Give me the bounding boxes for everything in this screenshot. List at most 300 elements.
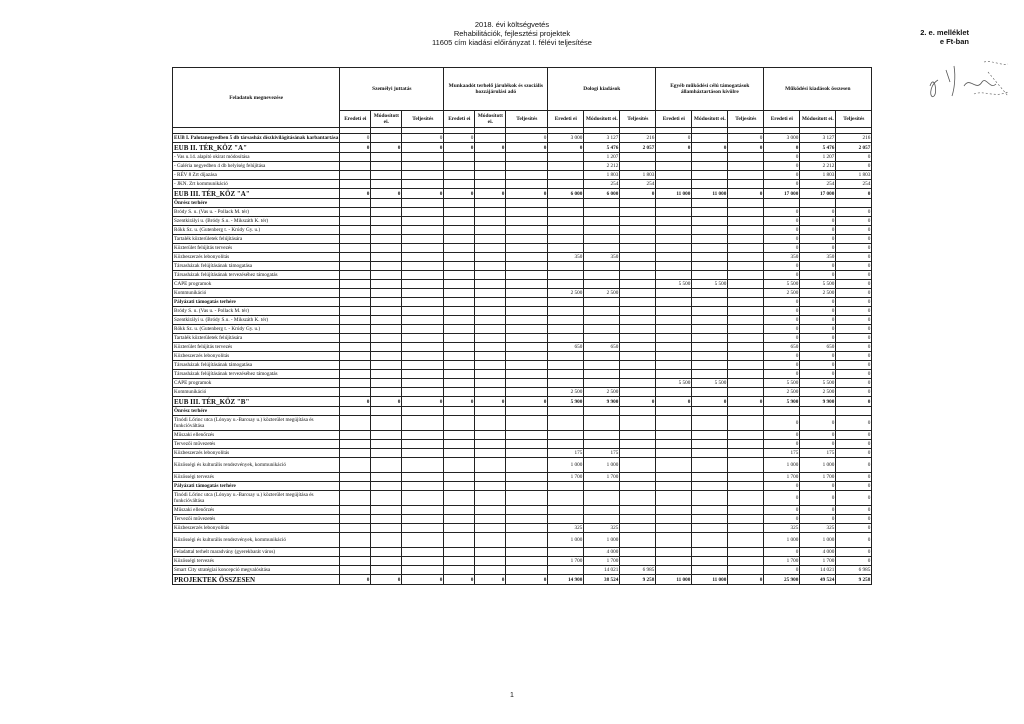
header-chapter-title: 11605 cím kiadási előirányzat I. félévi teljesítése — [432, 38, 592, 47]
value-cell — [656, 289, 692, 298]
value-cell — [475, 361, 506, 370]
value-cell — [656, 153, 692, 162]
value-cell: 0 — [548, 143, 584, 153]
value-cell — [444, 449, 475, 458]
value-cell — [444, 524, 475, 533]
value-cell — [475, 431, 506, 440]
value-cell — [506, 262, 548, 271]
value-cell — [692, 370, 728, 379]
table-row — [173, 153, 872, 162]
value-cell — [340, 524, 371, 533]
value-cell — [728, 235, 764, 244]
value-cell — [584, 298, 620, 307]
value-cell: 3 127 — [800, 134, 836, 143]
row-label: Rökk Sz. u. (Gutenberg t. - Krúdy Gy. u.) — [173, 325, 340, 334]
value-cell — [371, 316, 402, 325]
value-cell — [728, 298, 764, 307]
value-cell — [475, 388, 506, 397]
value-cell — [656, 482, 692, 491]
subcolumn-header: Eredeti ei — [340, 111, 371, 128]
value-cell — [340, 244, 371, 253]
value-cell — [656, 343, 692, 352]
value-cell — [475, 307, 506, 316]
value-cell: 0 — [764, 482, 800, 491]
value-cell — [444, 180, 475, 189]
value-cell — [692, 217, 728, 226]
value-cell: 0 — [340, 134, 371, 143]
value-cell: 0 — [800, 271, 836, 280]
value-cell: 1 803 — [620, 171, 656, 180]
value-cell — [402, 244, 444, 253]
table-row — [173, 506, 872, 515]
value-cell — [620, 524, 656, 533]
value-cell: 0 — [800, 361, 836, 370]
value-cell: 254 — [620, 180, 656, 189]
value-cell — [692, 458, 728, 473]
row-label: EUB I. Palotanegyedben 5 db társasház díszkivilágításának karbantartása — [174, 135, 339, 141]
value-cell — [475, 162, 506, 171]
table-row — [173, 416, 872, 431]
table-row — [173, 482, 872, 491]
value-cell: 0 — [764, 440, 800, 449]
value-cell: 0 — [800, 208, 836, 217]
value-cell — [584, 334, 620, 343]
value-cell — [340, 217, 371, 226]
value-cell: 1 700 — [764, 557, 800, 566]
value-cell — [728, 482, 764, 491]
value-cell — [340, 162, 371, 171]
row-label: Társasházak felújításának támogatása — [173, 361, 340, 370]
value-cell — [402, 307, 444, 316]
value-cell — [475, 440, 506, 449]
value-cell — [620, 370, 656, 379]
value-cell — [656, 473, 692, 482]
table-row — [173, 431, 872, 440]
value-cell: 6 000 — [584, 189, 620, 199]
value-cell — [475, 566, 506, 575]
value-cell — [506, 271, 548, 280]
value-cell — [371, 280, 402, 289]
value-cell — [584, 271, 620, 280]
value-cell — [506, 316, 548, 325]
value-cell — [506, 533, 548, 548]
value-cell — [728, 449, 764, 458]
value-cell — [620, 289, 656, 298]
value-cell: 0 — [764, 217, 800, 226]
value-cell: 0 — [800, 316, 836, 325]
value-cell — [728, 515, 764, 524]
value-cell — [656, 271, 692, 280]
value-cell — [764, 199, 800, 208]
value-cell — [584, 407, 620, 416]
value-cell — [584, 280, 620, 289]
value-cell: 0 — [764, 506, 800, 515]
value-cell — [340, 208, 371, 217]
value-cell — [506, 482, 548, 491]
value-cell: 0 — [800, 431, 836, 440]
row-label: Tartalék közterületek felújítására — [173, 235, 340, 244]
value-cell — [371, 407, 402, 416]
value-cell — [402, 262, 444, 271]
value-cell — [340, 352, 371, 361]
value-cell — [340, 226, 371, 235]
value-cell — [506, 407, 548, 416]
value-cell — [656, 253, 692, 262]
subcolumn-header: Teljesítés — [836, 111, 872, 128]
row-label: - Vas u.14. alapító okirat módosítása — [173, 153, 340, 162]
value-cell — [506, 548, 548, 557]
value-cell — [548, 262, 584, 271]
value-cell — [620, 226, 656, 235]
value-cell: 175 — [548, 449, 584, 458]
subcolumn-header: Eredeti ei — [444, 111, 475, 128]
value-cell — [728, 566, 764, 575]
value-cell — [340, 235, 371, 244]
value-cell — [506, 226, 548, 235]
value-cell — [402, 325, 444, 334]
value-cell: 0 — [800, 334, 836, 343]
value-cell — [402, 524, 444, 533]
value-cell — [402, 343, 444, 352]
value-cell — [692, 226, 728, 235]
value-cell: 175 — [800, 449, 836, 458]
value-cell — [340, 515, 371, 524]
value-cell — [506, 388, 548, 397]
value-cell — [692, 388, 728, 397]
value-cell: 0 — [764, 316, 800, 325]
value-cell — [506, 361, 548, 370]
value-cell — [475, 325, 506, 334]
value-cell: 5 500 — [800, 280, 836, 289]
value-cell — [692, 524, 728, 533]
row-label: - Galéria negyedben 4 db helyiség felújítása — [173, 162, 340, 171]
value-cell — [340, 458, 371, 473]
value-cell — [620, 208, 656, 217]
value-cell — [475, 208, 506, 217]
value-cell: 0 — [764, 370, 800, 379]
value-cell: 0 — [836, 153, 872, 162]
value-cell — [692, 307, 728, 316]
value-cell: 14 900 — [548, 575, 584, 585]
value-cell — [548, 548, 584, 557]
value-cell — [584, 244, 620, 253]
value-cell: 5 900 — [548, 397, 584, 407]
value-cell — [475, 533, 506, 548]
value-cell: 1 000 — [548, 458, 584, 473]
value-cell: 650 — [800, 343, 836, 352]
value-cell — [371, 524, 402, 533]
value-cell: 0 — [836, 491, 872, 506]
value-cell: 254 — [836, 180, 872, 189]
value-cell — [340, 533, 371, 548]
value-cell — [656, 199, 692, 208]
value-cell — [692, 316, 728, 325]
value-cell: 0 — [728, 143, 764, 153]
value-cell — [475, 379, 506, 388]
value-cell — [506, 491, 548, 506]
value-cell — [620, 271, 656, 280]
value-cell — [548, 316, 584, 325]
value-cell — [584, 307, 620, 316]
value-cell: 0 — [836, 449, 872, 458]
value-cell — [371, 431, 402, 440]
value-cell — [402, 271, 444, 280]
value-cell — [340, 343, 371, 352]
value-cell: 0 — [444, 575, 475, 585]
value-cell: 0 — [836, 416, 872, 431]
value-cell — [340, 316, 371, 325]
value-cell — [656, 370, 692, 379]
value-cell: 0 — [800, 515, 836, 524]
value-cell — [475, 548, 506, 557]
value-cell — [656, 307, 692, 316]
value-cell: 1 700 — [548, 557, 584, 566]
value-cell — [444, 352, 475, 361]
value-cell — [475, 235, 506, 244]
subcolumn-header: Módosított ei. — [475, 111, 506, 128]
value-cell: 0 — [475, 189, 506, 199]
value-cell — [340, 506, 371, 515]
value-cell — [656, 440, 692, 449]
value-cell — [548, 307, 584, 316]
value-cell — [836, 407, 872, 416]
value-cell — [371, 458, 402, 473]
value-cell — [371, 226, 402, 235]
value-cell: 1 700 — [584, 557, 620, 566]
value-cell — [692, 289, 728, 298]
value-cell — [620, 217, 656, 226]
table-row — [173, 271, 872, 280]
value-cell — [728, 416, 764, 431]
value-cell — [692, 449, 728, 458]
value-cell — [584, 262, 620, 271]
value-cell — [371, 325, 402, 334]
value-cell: 0 — [764, 271, 800, 280]
row-label: Közbeszerzés lebonyolítás — [173, 449, 340, 458]
table-row — [173, 388, 872, 397]
value-cell: 0 — [836, 440, 872, 449]
table-row — [173, 548, 872, 557]
value-cell: 9 900 — [584, 397, 620, 407]
value-cell — [444, 253, 475, 262]
value-cell — [402, 253, 444, 262]
value-cell — [728, 280, 764, 289]
value-cell: 0 — [836, 524, 872, 533]
value-cell — [475, 473, 506, 482]
value-cell: 1 700 — [800, 557, 836, 566]
value-cell: 6 000 — [548, 189, 584, 199]
value-cell — [548, 506, 584, 515]
value-cell: 0 — [340, 397, 371, 407]
value-cell — [340, 289, 371, 298]
value-cell — [340, 379, 371, 388]
value-cell — [656, 506, 692, 515]
table-row — [173, 171, 872, 180]
value-cell — [692, 440, 728, 449]
value-cell: 0 — [800, 482, 836, 491]
value-cell: 0 — [402, 397, 444, 407]
table-row — [173, 280, 872, 289]
value-cell — [620, 199, 656, 208]
value-cell — [340, 388, 371, 397]
value-cell — [548, 407, 584, 416]
value-cell — [340, 473, 371, 482]
value-cell: 0 — [800, 370, 836, 379]
value-cell — [444, 482, 475, 491]
value-cell — [506, 566, 548, 575]
value-cell — [444, 325, 475, 334]
value-cell — [728, 506, 764, 515]
value-cell — [548, 440, 584, 449]
value-cell: 11 000 — [692, 189, 728, 199]
value-cell — [506, 506, 548, 515]
row-label: Bródy S. u. (Vas u. - Pollack M. tér) — [173, 307, 340, 316]
value-cell — [728, 307, 764, 316]
value-cell — [800, 407, 836, 416]
value-cell: 254 — [584, 180, 620, 189]
value-cell — [692, 153, 728, 162]
value-cell — [402, 280, 444, 289]
row-label: Közbeszerzés lebonyolítás — [173, 524, 340, 533]
value-cell — [548, 482, 584, 491]
value-cell: 0 — [800, 235, 836, 244]
value-cell: 6 985 — [620, 566, 656, 575]
value-cell: 0 — [475, 143, 506, 153]
value-cell: 0 — [506, 575, 548, 585]
value-cell — [728, 352, 764, 361]
value-cell — [692, 473, 728, 482]
subcolumn-header: Módosított ei. — [584, 111, 620, 128]
value-cell: 0 — [836, 379, 872, 388]
value-cell — [584, 217, 620, 226]
value-cell — [548, 566, 584, 575]
value-cell: 17 000 — [800, 189, 836, 199]
value-cell — [444, 379, 475, 388]
value-cell — [620, 361, 656, 370]
value-cell — [506, 307, 548, 316]
value-cell: 0 — [371, 575, 402, 585]
value-cell: 0 — [728, 134, 764, 143]
row-label: Közbeszerzés lebonyolítás — [173, 352, 340, 361]
value-cell: 0 — [800, 506, 836, 515]
value-cell — [340, 548, 371, 557]
value-cell — [548, 491, 584, 506]
value-cell: 325 — [584, 524, 620, 533]
value-cell — [444, 280, 475, 289]
value-cell — [656, 361, 692, 370]
value-cell — [402, 334, 444, 343]
value-cell — [692, 334, 728, 343]
value-cell: 11 000 — [692, 575, 728, 585]
value-cell — [692, 162, 728, 171]
value-cell: 0 — [728, 397, 764, 407]
value-cell — [340, 449, 371, 458]
value-cell — [371, 482, 402, 491]
value-cell: 2 500 — [548, 289, 584, 298]
value-cell: 0 — [764, 334, 800, 343]
value-cell: 216 — [836, 134, 872, 143]
value-cell — [548, 379, 584, 388]
value-cell — [506, 524, 548, 533]
table-row — [173, 289, 872, 298]
value-cell — [656, 566, 692, 575]
value-cell: 0 — [475, 575, 506, 585]
value-cell — [506, 180, 548, 189]
value-cell — [692, 171, 728, 180]
value-cell — [340, 370, 371, 379]
value-cell — [692, 199, 728, 208]
value-cell: 0 — [800, 217, 836, 226]
value-cell — [692, 515, 728, 524]
document-header — [0, 20, 1024, 47]
value-cell — [371, 388, 402, 397]
value-cell — [506, 244, 548, 253]
value-cell: 0 — [402, 575, 444, 585]
value-cell: 1 803 — [584, 171, 620, 180]
value-cell — [506, 379, 548, 388]
value-cell: 0 — [836, 217, 872, 226]
value-cell — [371, 548, 402, 557]
value-cell: 0 — [800, 226, 836, 235]
value-cell: 175 — [584, 449, 620, 458]
value-cell: 325 — [800, 524, 836, 533]
value-cell: 0 — [800, 262, 836, 271]
value-cell — [584, 515, 620, 524]
value-cell — [340, 325, 371, 334]
value-cell — [620, 162, 656, 171]
value-cell — [340, 407, 371, 416]
value-cell — [656, 388, 692, 397]
value-cell: 4 000 — [800, 548, 836, 557]
value-cell — [728, 262, 764, 271]
value-cell: 325 — [548, 524, 584, 533]
value-cell: 1 700 — [548, 473, 584, 482]
value-cell — [728, 325, 764, 334]
table-row — [173, 298, 872, 307]
value-cell — [728, 244, 764, 253]
value-cell — [402, 199, 444, 208]
value-cell — [506, 162, 548, 171]
value-cell — [444, 458, 475, 473]
value-cell — [692, 533, 728, 548]
row-label: Pályázati támogatás terhére — [173, 298, 340, 307]
value-cell: 5 500 — [764, 280, 800, 289]
value-cell: 0 — [836, 343, 872, 352]
value-cell — [656, 244, 692, 253]
value-cell: 0 — [764, 162, 800, 171]
value-cell — [371, 199, 402, 208]
value-cell — [475, 506, 506, 515]
value-cell: 1 000 — [548, 533, 584, 548]
value-cell — [444, 316, 475, 325]
value-cell — [728, 343, 764, 352]
value-cell: 0 — [340, 143, 371, 153]
value-cell: 0 — [764, 143, 800, 153]
value-cell: 0 — [800, 307, 836, 316]
subcolumn-header: Eredeti ei — [548, 111, 584, 128]
value-cell — [371, 491, 402, 506]
value-cell — [444, 515, 475, 524]
value-cell — [475, 298, 506, 307]
value-cell — [371, 307, 402, 316]
value-cell: 0 — [836, 431, 872, 440]
value-cell — [728, 407, 764, 416]
table-row — [173, 208, 872, 217]
subcolumn-header: Teljesítés — [402, 111, 444, 128]
column-group-header: Egyéb működési célú támogatások államháztartáson kívülre — [656, 68, 764, 111]
value-cell: 0 — [764, 548, 800, 557]
value-cell: 0 — [764, 235, 800, 244]
